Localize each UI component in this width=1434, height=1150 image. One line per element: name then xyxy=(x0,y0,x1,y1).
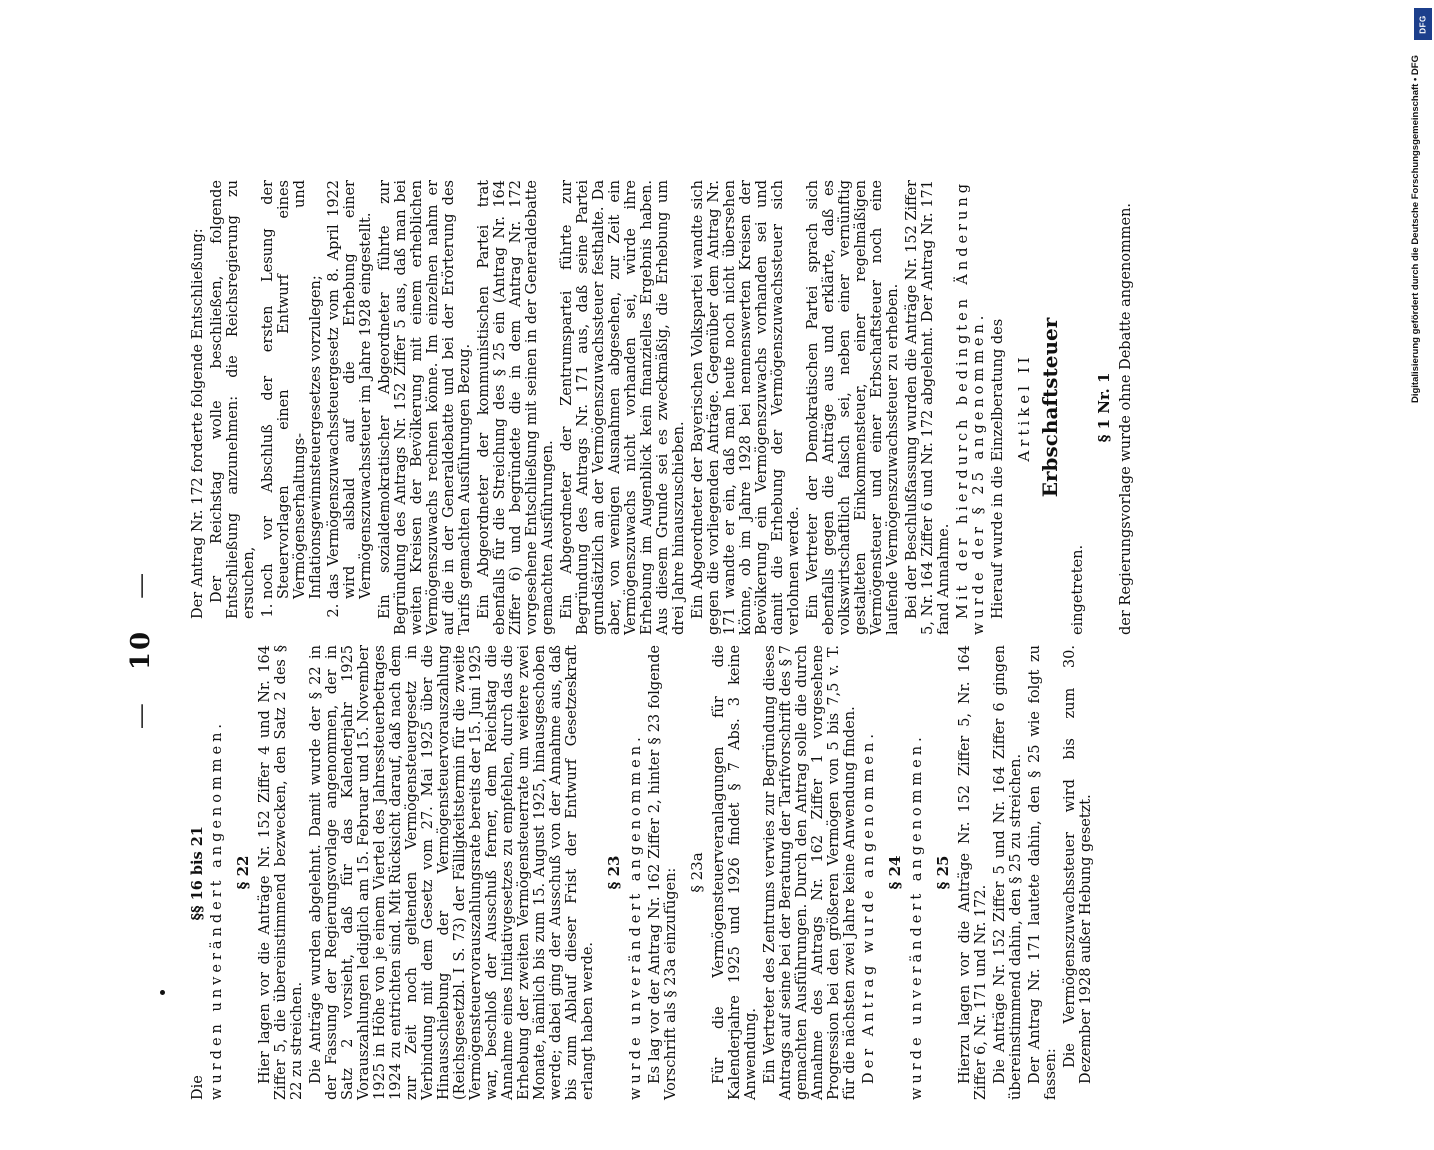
left-p7: Ein Vertreter des Zentrums verwies zur Begründung dieses Antrags auf seine bei der Beratung der Tarifvorschrift des § 7 gemachten Ausführungen. Durch den Antrag solle die durch Annahme des Antrags Nr. 162 Ziffer 1 vorgesehene Progression bei den größeren Vermögen von 5 bis 7,5 v. T. für die nächsten zwei Jahre keine Anwendung finden. xyxy=(762,645,858,1100)
page-number: 10 xyxy=(126,629,156,671)
left-p12: Der Antrag Nr. 171 lautete dahin, den § 25 wie folgt zu fassen: xyxy=(1027,645,1059,1100)
left-p1-sections: §§ 16 bis 21 xyxy=(189,826,206,921)
left-p1-rest: wurden unverändert angenommen. xyxy=(209,719,225,1100)
resolution-item-2: 2. das Vermögenszuwachssteuergesetz vom 8. April 1922 wird alsbald auf die Erhebung einer Vermögenszuwachssteuer im Jahre 1928 eingestellt. xyxy=(326,180,374,599)
digitization-credit-bar xyxy=(1410,5,1432,995)
left-p8: Der Antrag wurde angenommen. xyxy=(861,730,877,1084)
section-23a-heading: § 23a xyxy=(688,852,706,893)
right-column xyxy=(190,180,1137,635)
document-page xyxy=(50,150,1434,1150)
right-p12: der Regierungsvorlage wurde ohne Debatte angenommen. xyxy=(1118,202,1134,635)
left-p6: Für die Vermögensteuerveranlagungen für die Kalenderjahre 1925 und 1926 findet § 7 Abs. 3 keine Anwendung. xyxy=(711,645,759,1100)
left-p10: Hierzu lagen vor die Anträge Nr. 152 Ziffer 5, Nr. 164 Ziffer 6, Nr. 171 und Nr. 172. xyxy=(957,645,989,1100)
left-p1 xyxy=(190,645,206,1100)
section-1-heading: § 1 Nr. 1 xyxy=(1095,372,1113,443)
left-p1-prefix: Die xyxy=(190,1075,206,1100)
right-p3: Ein sozialdemokratischer Abgeordneter führte zur Begründung des Antrags Nr. 152 Ziffer 5 aus, daß man bei weiten Kreisen der Bevölkerung mit einem erheblichen Vermögenszuwachs rechnen könne. Im einzelnen nahm er auf die in der Generaldebatte und bei der Erörterung des Tarifs gemachten Ausführungen Bezug. xyxy=(377,180,473,635)
resolution-list xyxy=(260,180,374,635)
right-p7: Ein Vertreter der Demokratischen Partei sprach sich ebenfalls gegen die Anträge aus und erklärte, daß es volkswirtschaftlich falsch sei, neben einer vernünftig gestalteten Einkommensteuer, einer regelmäßigen Vermögensteuer und einer Erbschaftsteuer noch eine laufende Vermögenszuwachssteuer zu erheben. xyxy=(805,180,901,635)
right-p6: Ein Abgeordneter der Bayerischen Volkspartei wandte sich gegen die vorliegenden Anträge. Gegenüber dem Antrag Nr. 171 wandte er ein, daß man heute noch nicht übersehen könne, ob im Jahre 1928 bei nennenswerten Kreisen der Bevölkerung ein Vermögenszuwachs vorhanden sei und damit die Erhebung der Vermögenszuwachssteuer sich verlohnen werde. xyxy=(690,180,802,635)
left-p3: Die Anträge wurden abgelehnt. Damit wurde der § 22 in der Fassung der Regierungsvorlage angenommen, der in Satz 2 vorsieht, daß für das Kalenderjahr 1925 Vorauszahlungen lediglich am 15. Februar und 15. November 1925 in Höhe von je einem Viertel des Jahressteuerbetrages 1924 zu entrichten sind. Mit Rücksicht darauf, daß nach dem zur Zeit noch geltenden Vermögensteuergesetz in Verbindung mit dem Gesetz vom 27. Mai 1925 über die Hinausschiebung der Vermögensteuervorauszahlung (Reichsgesetzbl. I S. 73) der Fälligkeitstermin für die zweite Vermögensteuervorauszahlungsrate bereits der 15. Juni 1925 war, beschloß der Ausschuß ferner, dem Reichstag die Annahme eines Initiativgesetzes zu empfehlen, durch das die Erhebung der zweiten Vermögensteuerrate um weitere zwei Monate, nämlich bis zum 15. August 1925, hinausgeschoben werde; dabei ging der Ausschuß von der Annahme aus, daß bis zum Ablauf dieser Frist der Entwurf Gesetzeskraft erlangt haben werde. xyxy=(308,645,596,1100)
left-p13: Die Vermögenszuwachssteuer wird bis zum 30. Dezember 1928 außer Hebung gesetzt. xyxy=(1062,645,1094,1084)
left-p5: Es lag vor der Antrag Nr. 162 Ziffer 2, hinter § 23 folgende Vorschrift als § 23a einzufügen: xyxy=(647,645,679,1100)
article-title: Erbschaftsteuer xyxy=(1038,317,1062,498)
rotated-page-stage xyxy=(50,150,1434,1150)
resolution-item-1: 1. noch vor Abschluß der ersten Lesung der Steuervorlagen einen Entwurf eines Vermögenserhaltungs- und Inflationsgewinnsteuergesetzes vorzulegen; xyxy=(260,180,324,599)
left-column xyxy=(190,645,1097,1100)
right-p9: Mit der hierdurch bedingten Änderung wurde der § 25 angenommen. xyxy=(955,180,987,635)
right-p5: Ein Abgeordneter der Zentrumspartei führte zur Begründung des Antrags Nr. 171 aus, daß seine Partei grundsätzlich an der Vermögenszuwachssteuer festhalte. Da aber, von wenigen Ausnahmen abgesehen, zur Zeit ein Vermögenszuwachs nicht vorhanden sei, würde ihre Erhebung im Augenblick kein finanzielles Ergebnis haben. Aus diesem Grunde sei es zweckmäßig, die Erhebung um drei Jahre hinauszuschieben. xyxy=(559,180,687,635)
page-header xyxy=(126,150,166,1150)
left-p4: wurde unverändert angenommen. xyxy=(628,733,644,1100)
right-p1: Der Antrag Nr. 172 forderte folgende Entschließung: xyxy=(190,228,206,619)
left-p2: Hier lagen vor die Anträge Nr. 152 Ziffer 4 und Nr. 164 Ziffer 5, die übereinstimmend bezwecken, den Satz 2 des § 22 zu streichen. xyxy=(257,645,305,1100)
right-p8: Bei der Beschlußfassung wurden die Anträge Nr. 152 Ziffer 5, Nr. 164 Ziffer 6 und Nr. 172 abgelehnt. Der Antrag Nr. 171 fand Annahme. xyxy=(904,180,952,635)
section-25-heading: § 25 xyxy=(934,855,952,890)
right-p2: Der Reichstag wolle beschließen, folgende Entschließung anzunehmen: die Reichsregierung zu ersuchen, xyxy=(209,180,257,619)
digitization-credit-text: Digitalisierung gefördert durch die Deutsche Forschungsgemeinschaft • DFG xyxy=(1410,55,1421,404)
section-23-heading: § 23 xyxy=(605,855,623,890)
header-dash-left: — xyxy=(126,701,156,730)
article-heading: Artikel II xyxy=(1015,353,1033,462)
right-p10: Hierauf wurde in die Einzelberatung des xyxy=(990,318,1006,619)
left-p9: wurde unverändert angenommen. xyxy=(909,733,925,1100)
header-dash-right: — xyxy=(126,570,156,599)
right-p11: eingetreten. xyxy=(1070,544,1086,635)
dfg-logo xyxy=(1414,8,1432,40)
section-22-heading: § 22 xyxy=(234,855,252,890)
section-24-heading: § 24 xyxy=(886,855,904,890)
left-p11: Die Anträge Nr. 152 Ziffer 5 und Nr. 164 Ziffer 6 gingen übereinstimmend dahin, den § 25 zu streichen. xyxy=(992,645,1024,1100)
right-p4: Ein Abgeordneter der kommunistischen Partei trat ebenfalls für die Streichung des § 25 ein (Antrag Nr. 164 Ziffer 6) und begründete die in dem Antrag Nr. 172 vorgesehene Entschließung mit seinen in der Generaldebatte gemachten Ausführungen. xyxy=(476,180,556,635)
dfg-logo-text: DFG xyxy=(1418,14,1428,34)
